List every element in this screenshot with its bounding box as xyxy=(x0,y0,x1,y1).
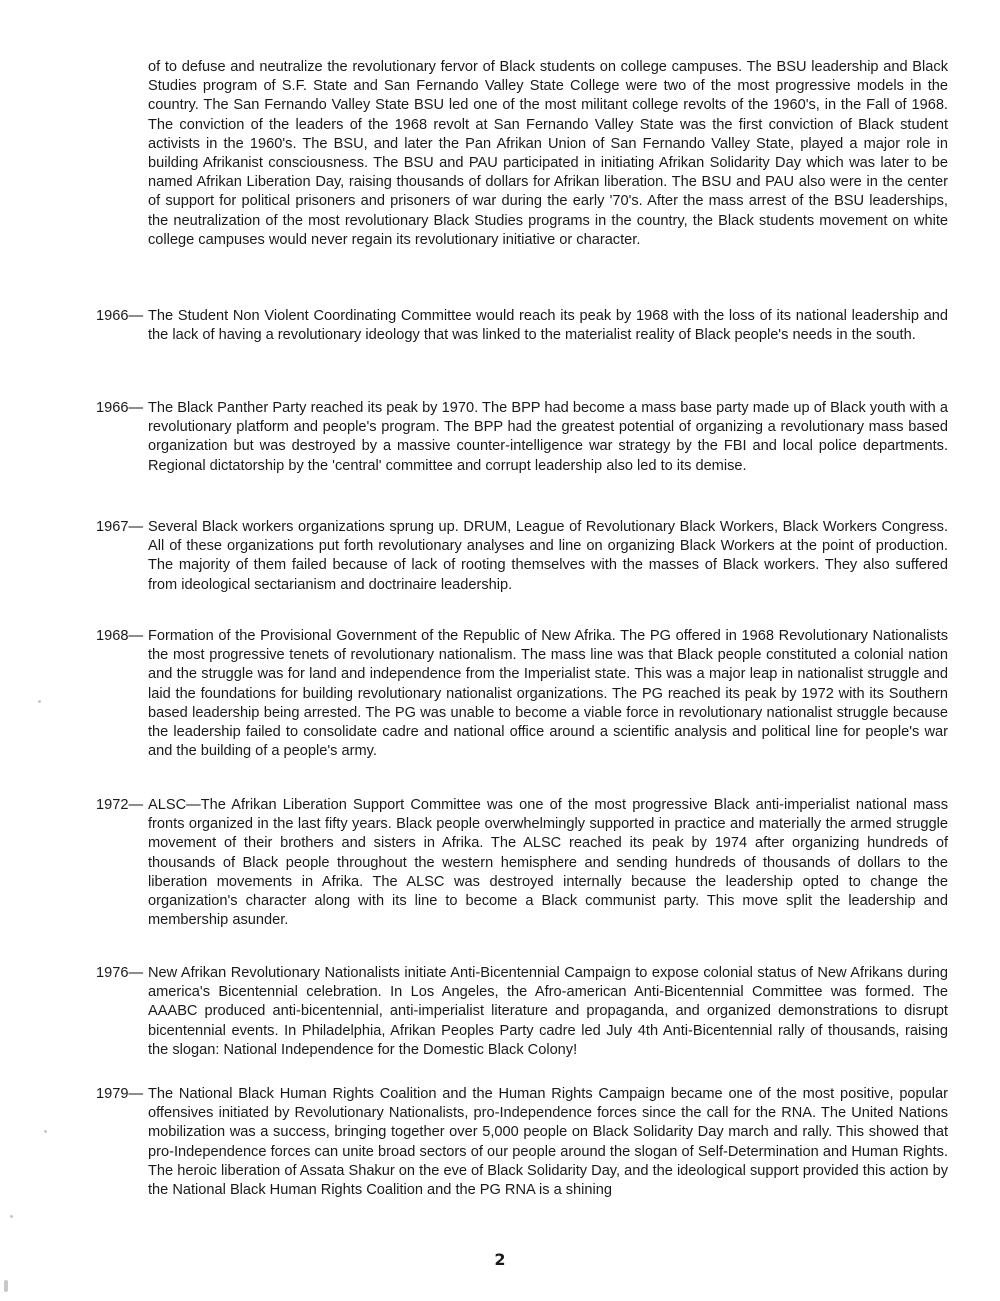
timeline-entry-1966-sncc xyxy=(96,307,948,345)
timeline-entry-1976-anti-bicentennial xyxy=(96,964,948,1060)
entry-text: Formation of the Provisional Government of the Republic of New Afrika. The PG offered in 1968 Revolutionary Nationalists the most progressive tenets of revolutionary nationalism. The mass line was that Black people constituted a colonial nation and the struggle was for land and independence from the Imperialist state. This was a major leap in nationalist struggle and laid the foundations for building revolutionary nationalist organizations. The PG reached its peak by 1972 with its Southern based leadership being arrested. The PG was unable to become a viable force in revolutionary nationalist struggle because the leadership failed to consolidate cadre and national office around a scientific analysis and political line for people's war and the building of a people's army. xyxy=(148,628,948,760)
timeline-entry-1972-alsc xyxy=(96,796,948,930)
scan-speck xyxy=(4,1280,8,1292)
intro-paragraph: of to defuse and neutralize the revolutionary fervor of Black students on college campuses. The BSU leadership and Black Studies program of S.F. State and San Fernando Valley State College were two of the most progressive models in the country. The San Fernando Valley State BSU led one of the most militant college revolts of the 1960's, in the Fall of 1968. The conviction of the leaders of the 1968 revolt at San Fernando Valley State was the first conviction of Black student activists in the 1960's. The BSU, and later the Pan Afrikan Union of San Fernando Valley State, played a major role in building Afrikanist consciousness. The BSU and PAU participated in initiating Afrikan Solidarity Day which was later to be named Afrikan Liberation Day, raising thousands of dollars for Afrikan liberation. The BSU and PAU also were in the center of support for political prisoners and prisoners of war during the early '70's. After the mass arrest of the BSU leaderships, the neutralization of the most revolutionary Black Studies programs in the country, the Black students movement on white college campuses would never regain its revolutionary initiative or character. xyxy=(148,59,948,248)
entry-text: The National Black Human Rights Coalition and the Human Rights Campaign became one of the most positive, popular offensives initiated by Revolutionary Nationalists, pro-Independence forces since the call for the RNA. The United Nations mobilization was a success, bringing together over 5,000 people on Black Solidarity Day march and rally. This showed that pro-Independence forces can unite broad sectors of our people around the slogan of Self-Determination and Human Rights. The heroic liberation of Assata Shakur on the eve of Black Solidarity Day, and the ideological support provided this action by the National Black Human Rights Coalition and the PG RNA is a shining xyxy=(148,1086,948,1199)
entry-text: New Afrikan Revolutionary Nationalists initiate Anti-Bicentennial Campaign to expose colonial status of New Afrikans during america's Bicentennial celebration. In Los Angeles, the Afro-american Anti-Bicentennial Committee was formed. The AAABC produced anti-bicentennial, anti-imperialist literature and propaganda, and organized demonstrations to disrupt bicentennial events. In Philadelphia, Afrikan Peoples Party cadre led July 4th Anti-Bicentennial rally of thousands, raising the slogan: National Independence for the Domestic Black Colony! xyxy=(148,965,948,1058)
timeline-entry-1966-bpp xyxy=(96,399,948,476)
page-number: 2 xyxy=(494,1250,506,1269)
timeline-entry-1968-pg-rna xyxy=(96,627,948,761)
entry-text: Several Black workers organizations sprung up. DRUM, League of Revolutionary Black Workers, Black Workers Congress. All of these organizations put forth revolutionary analyses and line on organizing Black Workers at the point of production. The majority of them failed because of lack of rooting themselves with the masses of Black workers. They also suffered from ideological sectarianism and doctrinaire leadership. xyxy=(148,519,948,593)
entry-year: 1976— xyxy=(96,965,144,981)
entry-year: 1972— xyxy=(96,797,144,813)
entry-year: 1966— xyxy=(96,400,144,416)
scan-speck xyxy=(10,1215,13,1218)
entry-text: ALSC—The Afrikan Liberation Support Committee was one of the most progressive Black anti-imperialist national mass fronts organized in the last fifty years. Black people overwhelmingly supported in practice and materially the armed struggle movement of their brothers and sisters in Afrika. The ALSC reached its peak by 1974 after organizing hundreds of thousands of Black people throughout the western hemisphere and sending hundreds of thousands of dollars to the liberation movements in Afrika. The ALSC was destroyed internally because the leadership opted to change the organization's character along with its line to become a Black communist party. This move split the leadership and membership asunder. xyxy=(148,797,948,929)
entry-text: The Black Panther Party reached its peak by 1970. The BPP had become a mass base party made up of Black youth with a revolutionary platform and people's program. The BPP had the greatest potential of organizing a revolutionary mass based organization but was destroyed by a massive counter-intelligence war strategy by the FBI and local police departments. Regional dictatorship by the 'central' committee and corrupt leadership also led to its demise. xyxy=(148,400,948,474)
entry-year: 1968— xyxy=(96,628,144,644)
entry-text: The Student Non Violent Coordinating Committee would reach its peak by 1968 with the loss of its national leadership and the lack of having a revolutionary ideology that was linked to the materialist reality of Black people's needs in the south. xyxy=(148,308,948,344)
timeline-entry-1967-workers xyxy=(96,518,948,595)
timeline-entry-1979-human-rights xyxy=(96,1085,948,1200)
entry-year: 1979— xyxy=(96,1086,144,1102)
entry-year: 1966— xyxy=(96,308,144,324)
entry-year: 1967— xyxy=(96,519,144,535)
scan-speck xyxy=(44,1130,47,1133)
scan-speck xyxy=(38,700,41,703)
